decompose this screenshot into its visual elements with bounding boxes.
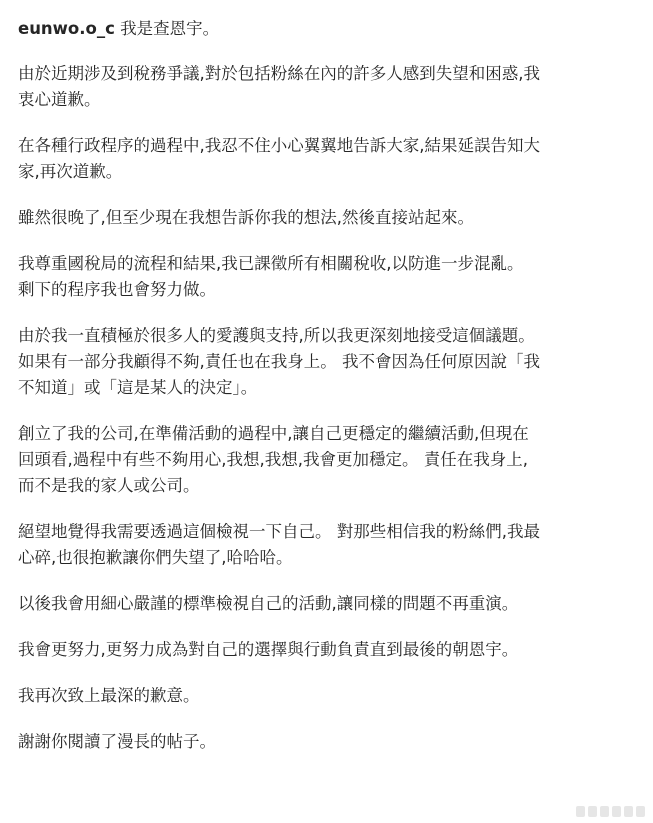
- paragraph-effort: 我會更努力,更努力成為對自己的選擇與行動負責直到最後的朝恩宇。: [18, 640, 519, 659]
- username-link[interactable]: eunwo.o_c: [18, 19, 115, 38]
- paragraph-apology: 由於近期涉及到稅務爭議,對於包括粉絲在內的許多人感到失望和困惑,我 衷心道歉。: [18, 64, 540, 109]
- paragraph-apology-again: 我再次致上最深的歉意。: [18, 686, 200, 705]
- paragraph-company: 創立了我的公司,在準備活動的過程中,讓自己更穩定的繼續活動,但現在 回頭看,過程中有些不夠用心,我想,我想,我會更加穩定。 責任在我身上, 而不是我的家人或公司。: [18, 424, 529, 495]
- paragraph-tax-office: 我尊重國稅局的流程和結果,我已課徵所有相關稅收,以防進一步混亂。 剩下的程序我也會努力做。: [18, 254, 524, 299]
- caption-header: [18, 16, 643, 41]
- paragraph-standards: 以後我會用細心嚴謹的標準檢視自己的活動,讓同樣的問題不再重演。: [18, 594, 519, 613]
- paragraph-fans: 絕望地覺得我需要透過這個檢視一下自己。 對那些相信我的粉絲們,我最 心碎,也很抱歉讓你們失望了,哈哈哈。: [18, 522, 540, 567]
- paragraph-delay: 在各種行政程序的過程中,我忍不住小心翼翼地告訴大家,結果延誤告知大 家,再次道歉。: [18, 136, 540, 181]
- paragraph-responsibility: 由於我一直積極於很多人的愛護與支持,所以我更深刻地接受這個議題。 如果有一部分我顧得不夠,責任也在我身上。 我不會因為任何原因說「我 不知道」或「這是某人的決定」。: [18, 326, 540, 397]
- watermark: [576, 806, 645, 817]
- paragraph-late: 雖然很晚了,但至少現在我想告訴你我的想法,然後直接站起來。: [18, 208, 474, 227]
- paragraph-thanks: 謝謝你閱讀了漫長的帖子。: [18, 732, 216, 751]
- caption-intro: 我是查恩宇。: [120, 19, 220, 38]
- post-caption: [18, 16, 643, 775]
